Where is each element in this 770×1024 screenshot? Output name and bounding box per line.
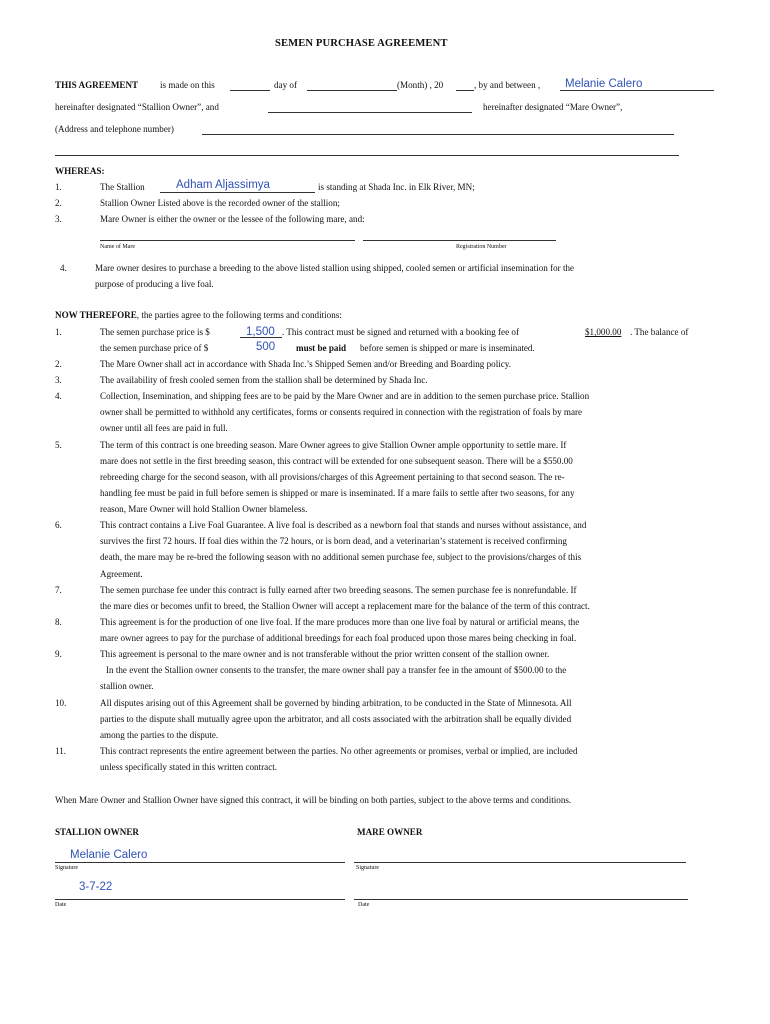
term-1-text-b: . This contract must be signed and returned with a booking fee of: [282, 327, 519, 337]
term-7-line-2: the mare dies or becomes unfit to breed, the Stallion Owner will accept a replacement mare for the balance of the term of this contract.: [100, 601, 590, 611]
term-9-line-1: This agreement is personal to the mare owner and is not transferable without the prior written consent of the stallion owner.: [100, 649, 550, 659]
stallion-signature-label: Signature: [55, 865, 78, 871]
mare-owner-field[interactable]: [268, 112, 472, 113]
mare-owner-date-field[interactable]: [354, 899, 688, 900]
term-11-line-2: unless specifically stated in this written contract.: [100, 762, 278, 772]
whereas-1-post: is standing at Shada Inc. in Elk River, MN;: [318, 182, 475, 192]
whereas-1-num: 1.: [55, 182, 62, 192]
whereas-4-num: 4.: [60, 263, 67, 273]
term-3-num: 3.: [55, 375, 62, 385]
day-field[interactable]: [230, 90, 270, 91]
whereas-4-line-1: Mare owner desires to purchase a breeding to the above listed stallion using shipped, cooled semen or artificial insemination for the: [95, 263, 575, 273]
term-8-num: 8.: [55, 617, 62, 627]
term-5-num: 5.: [55, 440, 62, 450]
mare-name-label: Name of Mare: [100, 244, 135, 250]
balance-field[interactable]: 500: [256, 341, 276, 353]
intro-text-2: day of: [274, 80, 297, 90]
whereas-3-text: Mare Owner is either the owner or the lessee of the following mare, and:: [100, 214, 365, 224]
term-1-text-d: the semen purchase price of $: [100, 343, 209, 353]
whereas-2-text: Stallion Owner Listed above is the recorded owner of the stallion;: [100, 198, 340, 208]
address-field[interactable]: [202, 134, 674, 135]
term-1-must-pay: must be paid: [296, 343, 347, 353]
term-10-line-2: parties to the dispute shall mutually agree upon the arbitrator, and all costs associated with the arbitration shall be equally divided: [100, 714, 572, 724]
term-5-line-2: mare does not settle in the first breeding season, this contract will be extended for one subsequent season. There will be a $550.00: [100, 456, 573, 466]
term-10-num: 10.: [55, 698, 67, 708]
stallion-date-label: Date: [55, 902, 67, 908]
term-6-num: 6.: [55, 520, 62, 530]
term-10-line-3: among the parties to the dispute.: [100, 730, 219, 740]
stallion-owner-field-line: [560, 90, 714, 91]
whereas-3-num: 3.: [55, 214, 62, 224]
intro-text-5: hereinafter designated “Stallion Owner”, and: [55, 102, 219, 112]
term-2-num: 2.: [55, 359, 62, 369]
price-field[interactable]: 1,500: [246, 326, 275, 338]
registration-number-label: Registration Number: [456, 244, 507, 250]
term-6-line-3: death, the mare may be re-bred the following season with no additional semen purchase fee, subject to the provisions/charges of this: [100, 552, 582, 562]
term-2-line-1: The Mare Owner shall act in accordance with Shada Inc.’s Shipped Semen and/or Breeding and Boarding policy.: [100, 359, 512, 369]
term-10-line-1: All disputes arising out of this Agreement shall be governed by binding arbitration, to be conducted in the State of Minnesota. All: [100, 698, 572, 708]
term-6-line-1: This contract contains a Live Foal Guarantee. A live foal is described as a newborn foal that stands and nurses without assistance, and: [100, 520, 587, 530]
term-5-line-4: handling fee must be paid in full before semen is shipped or mare is inseminated. If a mare fails to settle after two seasons, for any: [100, 488, 575, 498]
term-7-line-1: The semen purchase fee under this contract is fully earned after two breeding seasons. The semen purchase fee is nonrefundable. If: [100, 585, 577, 595]
term-5-line-5: reason, Mare Owner will hold Stallion Owner blameless.: [100, 504, 308, 514]
stallion-owner-date-line: [55, 899, 345, 900]
term-8-line-1: This agreement is for the production of one live foal. If the mare produces more than one live foal by natural or artificial means, the: [100, 617, 580, 627]
intro-text-6: hereinafter designated “Mare Owner”,: [483, 102, 623, 112]
intro-text-4: , by and between ,: [474, 80, 541, 90]
intro-lead: THIS AGREEMENT: [55, 80, 139, 90]
closing-statement: When Mare Owner and Stallion Owner have signed this contract, it will be binding on both parties, subject to the above terms and conditions.: [55, 795, 572, 805]
term-6-line-2: survives the first 72 hours. If foal dies within the 72 hours, or is born dead, and a veterinarian’s statement is received confirming: [100, 536, 567, 546]
intro-text-3: (Month) , 20: [397, 80, 444, 90]
intro-text-7: (Address and telephone number): [55, 124, 174, 134]
mare-date-label: Date: [358, 902, 370, 908]
term-7-num: 7.: [55, 585, 62, 595]
whereas-1-pre: The Stallion: [100, 182, 145, 192]
term-3-line-1: The availability of fresh cooled semen from the stallion shall be determined by Shada Inc.: [100, 375, 428, 385]
month-field[interactable]: [307, 90, 397, 91]
term-9-line-3: stallion owner.: [100, 681, 154, 691]
term-5-line-1: The term of this contract is one breeding season. Mare Owner agrees to give Stallion Owner ample opportunity to settle mare. If: [100, 440, 567, 450]
booking-fee: $1,000.00: [585, 327, 622, 337]
term-8-line-2: mare owner agrees to pay for the purchase of additional breedings for each foal produced upon those mares being checking in foal.: [100, 633, 577, 643]
stallion-owner-signature-line: [55, 862, 345, 863]
year-field[interactable]: [456, 90, 474, 91]
mare-signature-label: Signature: [356, 865, 379, 871]
stallion-name-line: [160, 192, 315, 193]
mare-name-field[interactable]: [100, 240, 355, 241]
term-11-line-1: This contract represents the entire agreement between the parties. No other agreements or promises, verbal or implied, are included: [100, 746, 578, 756]
now-therefore-rest: , the parties agree to the following terms and conditions:: [136, 310, 342, 320]
term-1-num: 1.: [55, 327, 62, 337]
stallion-name-field[interactable]: Adham Aljassimya: [176, 179, 270, 191]
whereas-heading: WHEREAS:: [55, 166, 105, 176]
term-11-num: 11.: [55, 746, 67, 756]
term-4-line-3: owner until all fees are paid in full.: [100, 423, 228, 433]
mare-owner-signature-field[interactable]: [354, 862, 686, 863]
intro-text-1: is made on this: [160, 80, 215, 90]
term-1-text-c: . The balance of: [630, 327, 689, 337]
stallion-owner-heading: STALLION OWNER: [55, 827, 139, 837]
whereas-4-line-2: purpose of producing a live foal.: [95, 279, 214, 289]
stallion-owner-name-field[interactable]: Melanie Calero: [565, 78, 643, 90]
stallion-owner-date-field[interactable]: 3-7-22: [79, 881, 113, 893]
term-5-line-3: rebreeding charge for the second season, with all provisions/charges of this Agreement pertaining to that second season. The re-: [100, 472, 565, 482]
term-4-num: 4.: [55, 391, 62, 401]
registration-number-field[interactable]: [363, 240, 556, 241]
term-9-line-2: In the event the Stallion owner consents to the transfer, the mare owner shall pay a transfer fee in the amount of $500.00 to the: [106, 665, 567, 675]
address-field-line-2[interactable]: [55, 155, 679, 156]
now-therefore: [55, 310, 342, 320]
term-9-num: 9.: [55, 649, 62, 659]
term-1-text-a: The semen purchase price is $: [100, 327, 210, 337]
whereas-2-num: 2.: [55, 198, 62, 208]
now-therefore-lead: NOW THEREFORE: [55, 310, 137, 320]
term-6-line-4: Agreement.: [100, 569, 143, 579]
term-1-text-e: before semen is shipped or mare is inseminated.: [360, 343, 535, 353]
mare-owner-heading: MARE OWNER: [357, 827, 423, 837]
page-title: SEMEN PURCHASE AGREEMENT: [275, 38, 448, 49]
term-4-line-1: Collection, Insemination, and shipping fees are to be paid by the Mare Owner and are in addition to the semen purchase price. Stallion: [100, 391, 590, 401]
term-4-line-2: owner shall be permitted to withhold any certificates, forms or consents required in connection with the registration of foals by mare: [100, 407, 583, 417]
stallion-owner-signature-field[interactable]: Melanie Calero: [70, 849, 148, 861]
